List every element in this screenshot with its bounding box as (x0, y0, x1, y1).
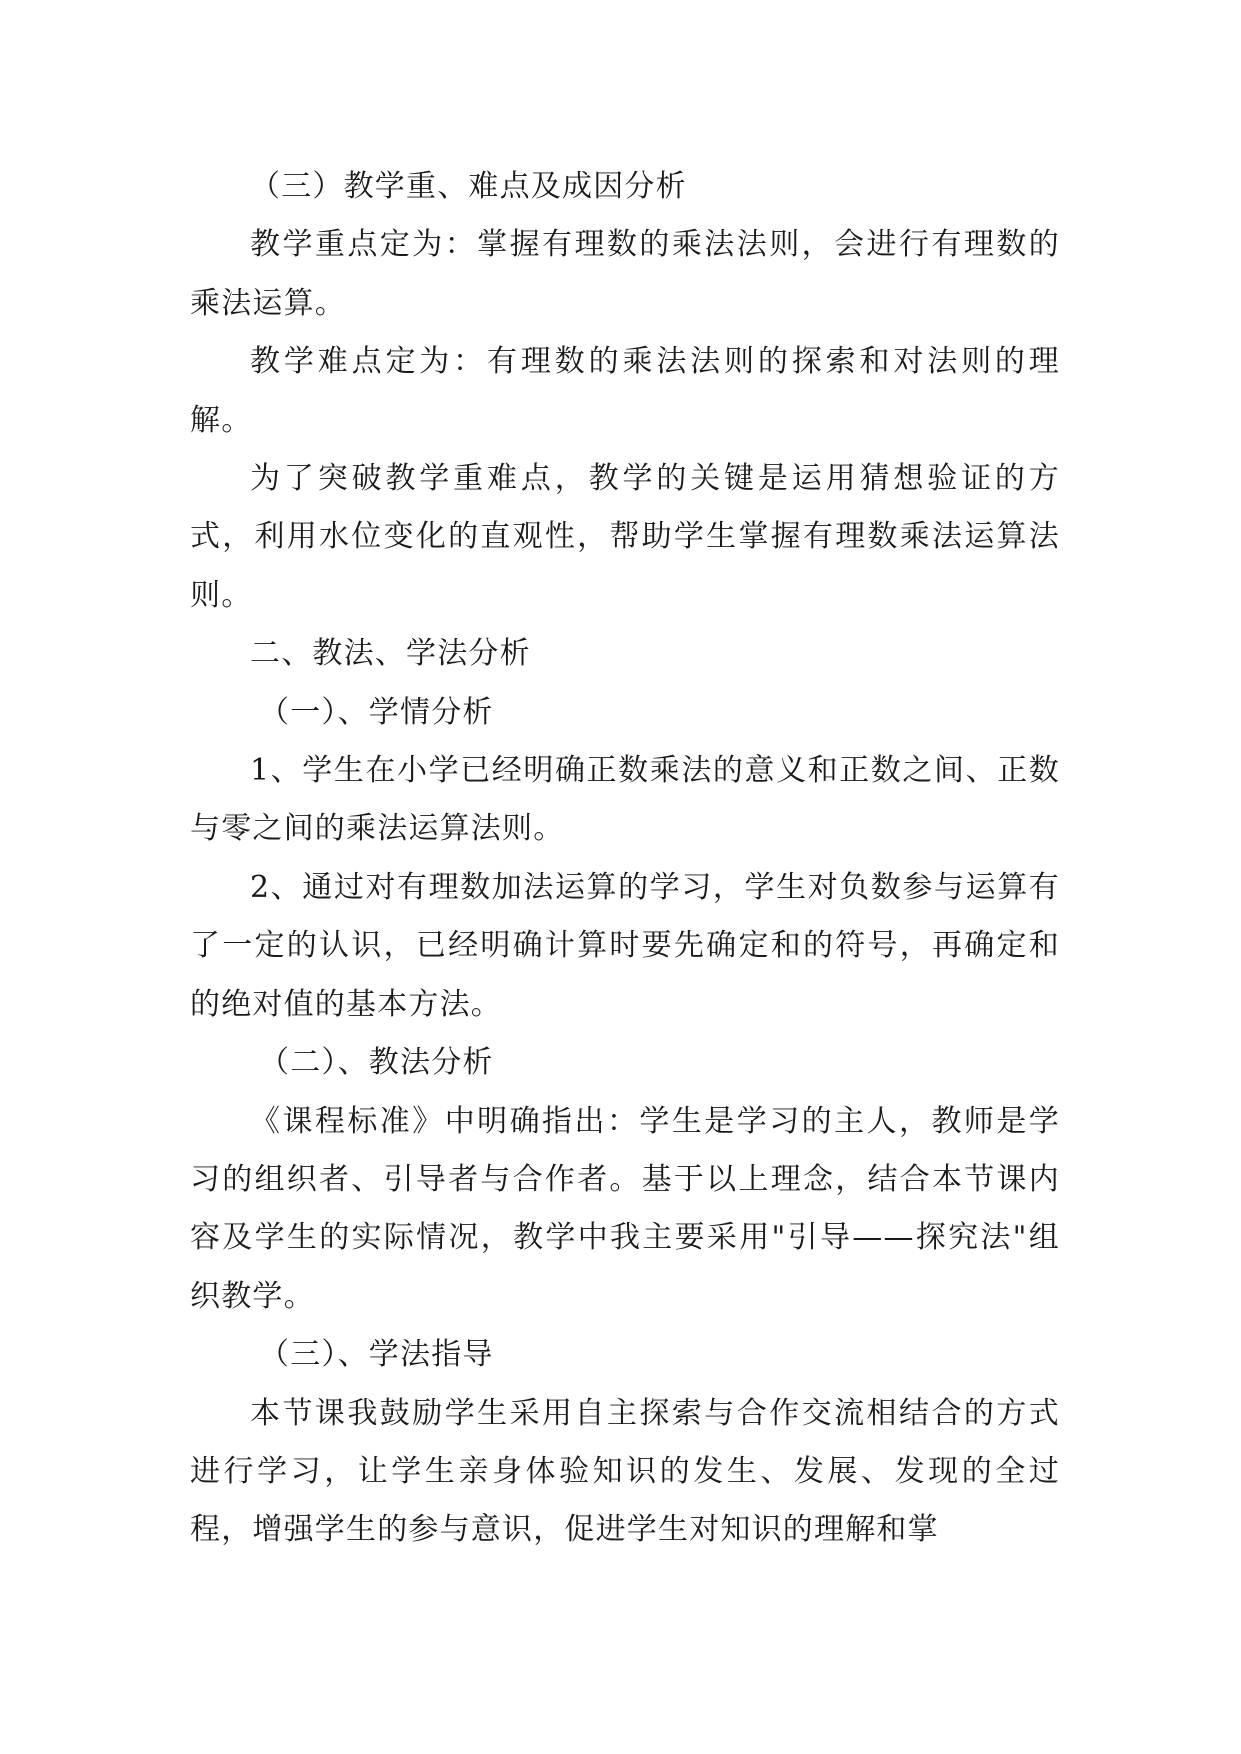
section-heading-key-points: （三）教学重、难点及成因分析 (250, 169, 687, 204)
paragraph-teaching-difficulty: 教学难点定为：有理数的乘法法则的探索和对法则的理解。 (190, 344, 1060, 438)
subsection-heading-student-analysis: （一）、学情分析 (259, 694, 494, 730)
paragraph-breakthrough: 为了突破教学重难点，教学的关键是运用猜想验证的方式，利用水位变化的直观性，帮助学生掌握有理数乘法运算法则。 (190, 461, 1060, 613)
paragraph-teaching-method: 《课程标准》中明确指出：学生是学习的主人，教师是学习的组织者、引导者与合作者。基于以上理念，结合本节课内容及学生的实际情况，教学中我主要采用"引导——探究法"组织教学。 (190, 1103, 1060, 1314)
document-body (190, 158, 1060, 1560)
section-heading-methods: 二、教法、学法分析 (250, 636, 531, 672)
paragraph-student-point-2: 2、通过对有理数加法运算的学习，学生对负数参与运算有了一定的认识，已经明确计算时要先确定和的符号，再确定和的绝对值的基本方法。 (190, 869, 1060, 1022)
subsection-heading-teaching-method: （二）、教法分析 (259, 1045, 494, 1081)
subsection-heading-learning-guidance: （三）、学法指导 (259, 1337, 494, 1373)
paragraph-teaching-focus: 教学重点定为：掌握有理数的乘法法则，会进行有理数的乘法运算。 (190, 227, 1060, 321)
paragraph-student-point-1: 1、学生在小学已经明确正数乘法的意义和正数之间、正数与零之间的乘法运算法则。 (190, 753, 1060, 847)
paragraph-learning-guidance: 本节课我鼓励学生采用自主探索与合作交流相结合的方式进行学习，让学生亲身体验知识的发生、发展、发现的全过程，增强学生的参与意识，促进学生对知识的理解和掌 (190, 1395, 1060, 1548)
